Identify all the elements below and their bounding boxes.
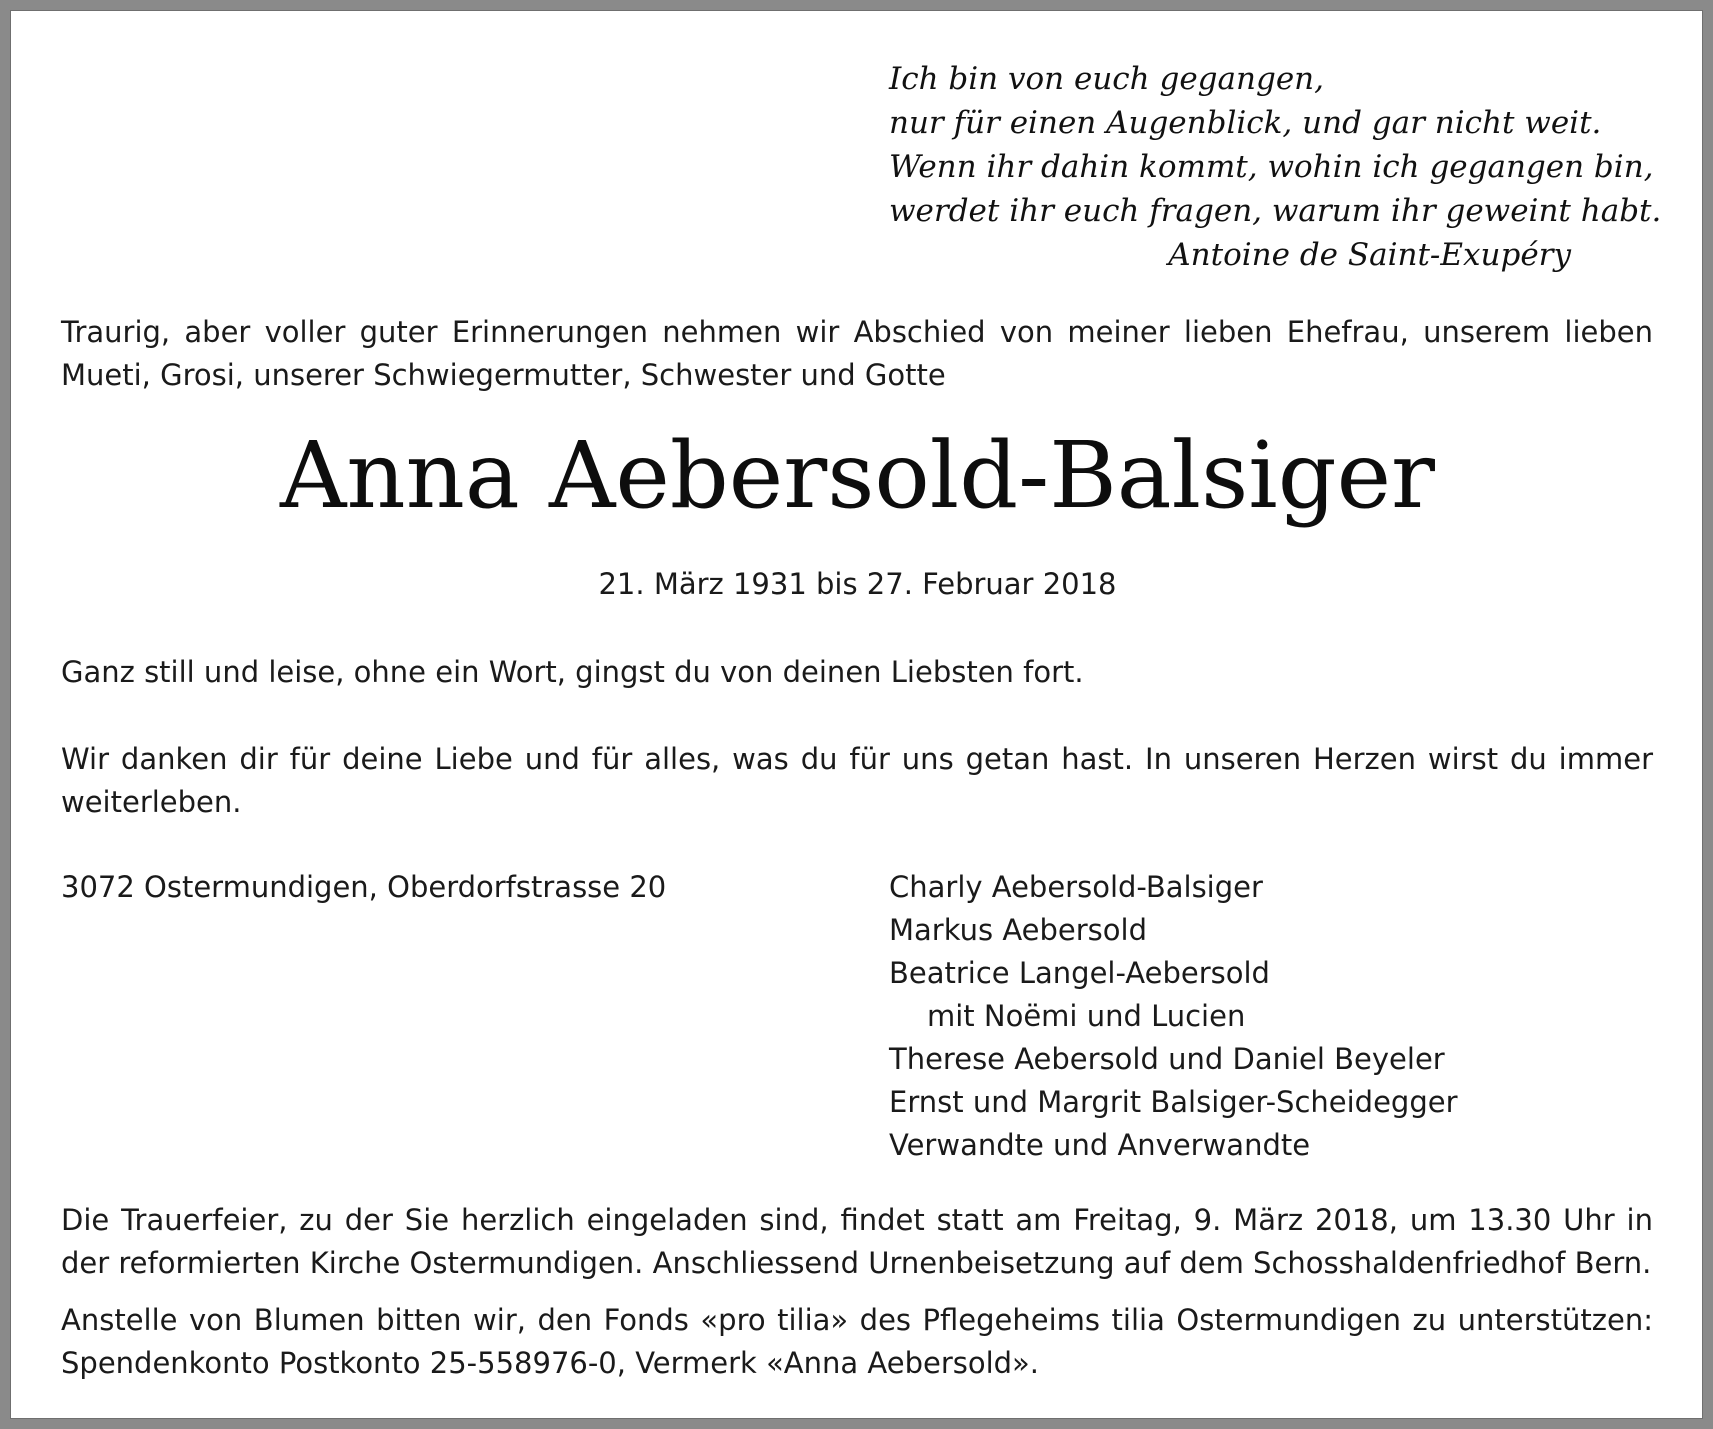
mourner-entry: Charly Aebersold-Balsiger: [889, 870, 1263, 904]
poem-line: werdet ihr euch fragen, warum ihr geweint habt.: [889, 193, 1662, 229]
poem-line: Wenn ihr dahin kommt, wohin ich gegangen bin,: [889, 149, 1654, 185]
mourner-entry: Ernst und Margrit Balsiger-Scheidegger: [889, 1085, 1458, 1119]
mourners-list: [889, 866, 1649, 1167]
obituary-notice: [10, 10, 1703, 1419]
ceremony-paragraph: Die Trauerfeier, zu der Sie herzlich eingeladen sind, findet statt am Freitag, 9. März 2018, um 13.30 Uhr in der reformierten Kirche Ostermundigen. Anschliessend Urnenbeisetzung auf dem Schosshaldenfriedhof Bern.: [61, 1203, 1653, 1280]
poem-line: Ich bin von euch gegangen,: [889, 61, 1324, 97]
farewell-line: Ganz still und leise, ohne ein Wort, gingst du von deinen Liebsten fort.: [61, 655, 1084, 689]
thanks-paragraph: Wir danken dir für deine Liebe und für alles, was du für uns getan hast. In unseren Herzen wirst du immer weiterleben.: [61, 742, 1653, 819]
mourner-entry: Verwandte und Anverwandte: [889, 1128, 1311, 1162]
mourner-entry: mit Noëmi und Lucien: [927, 999, 1246, 1033]
life-dates: 21. März 1931 bis 27. Februar 2018: [598, 567, 1117, 601]
mourner-entry: Markus Aebersold: [889, 913, 1147, 947]
deceased-name: Anna Aebersold-Balsiger: [279, 422, 1436, 529]
mourner-entry: Beatrice Langel-Aebersold: [889, 956, 1270, 990]
intro-paragraph: Traurig, aber voller guter Erinnerungen nehmen wir Abschied von meiner lieben Ehefrau, unserem lieben Mueti, Grosi, unserer Schwiegermutter, Schwester und Gotte: [61, 315, 1653, 392]
poem-quote: [889, 57, 1689, 273]
family-address: 3072 Ostermundigen, Oberdorfstrasse 20: [61, 870, 667, 904]
donation-paragraph: Anstelle von Blumen bitten wir, den Fonds «pro tilia» des Pflegeheims tilia Ostermundigen zu unterstützen: Spendenkonto Postkonto 25-558976-0, Vermerk «Anna Aebersold».: [61, 1303, 1653, 1380]
mourner-entry: Therese Aebersold und Daniel Beyeler: [889, 1042, 1445, 1076]
poem-author: Antoine de Saint-Exupéry: [1168, 237, 1571, 273]
poem-line: nur für einen Augenblick, und gar nicht weit.: [889, 105, 1602, 141]
